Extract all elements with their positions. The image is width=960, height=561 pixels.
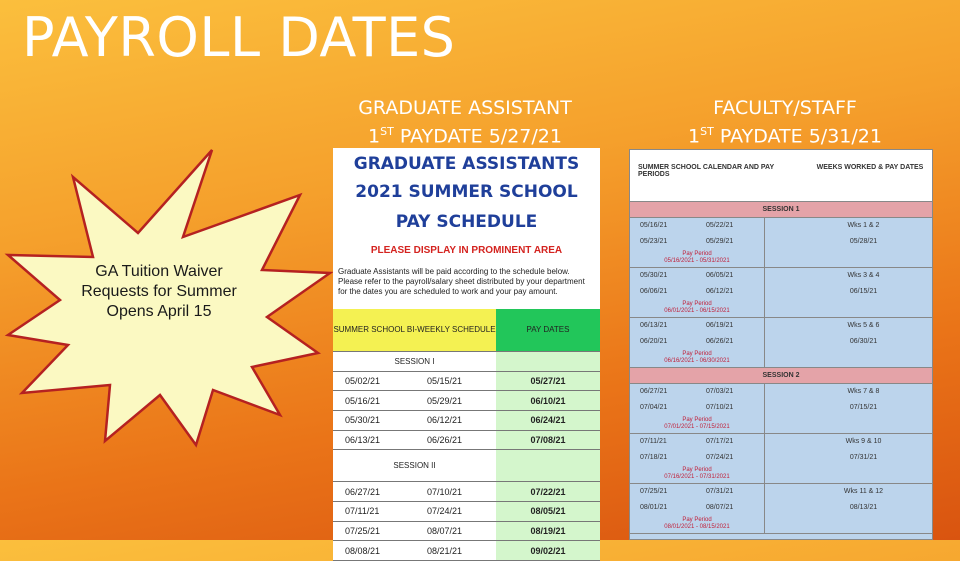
fs-pay-period-text — [630, 300, 764, 317]
fs-week-row — [630, 218, 932, 234]
fs-week-end: 05/22/21 — [706, 222, 734, 229]
ga-schedule-table — [333, 309, 600, 561]
ga-end-date: 08/07/21 — [417, 521, 496, 541]
fs-week-row — [630, 284, 932, 300]
ga-session2-row — [333, 450, 600, 482]
fs-pay-block — [630, 434, 932, 484]
fs-week-row — [630, 484, 932, 500]
fs-week-start: 08/01/21 — [640, 504, 668, 511]
fs-pay-period-text — [630, 350, 764, 367]
fs-pay-period-spacer — [764, 516, 932, 533]
ga-pay-date: 06/10/21 — [496, 391, 600, 411]
fs-week-row — [630, 234, 932, 250]
ga-end-date: 07/10/21 — [417, 482, 496, 502]
ga-start-date: 06/27/21 — [333, 482, 417, 502]
fs-week-end: 07/31/21 — [706, 488, 734, 495]
fs-week-info: Wks 11 & 12 — [764, 484, 932, 500]
ga-schedule-title-1: GRADUATE ASSISTANTS — [353, 154, 580, 174]
fs-week-info: 06/30/21 — [764, 334, 932, 350]
fs-week-info: Wks 7 & 8 — [764, 384, 932, 400]
fs-pay-block — [630, 384, 932, 434]
fs-pay-block — [630, 318, 932, 368]
fs-week-info: Wks 3 & 4 — [764, 268, 932, 284]
ga-table-row — [333, 410, 600, 430]
fs-session2-label: SESSION 2 — [630, 368, 932, 384]
fs-pay-period — [630, 516, 932, 534]
fs-pay-period-label: Pay Period — [682, 467, 712, 473]
fs-pay-period-spacer — [764, 300, 932, 317]
fs-week-start: 07/04/21 — [640, 404, 668, 411]
fs-pay-period-label: Pay Period — [682, 251, 712, 257]
ga-pay-date: 05/27/21 — [496, 371, 600, 391]
ga-session1-label: SESSION I — [333, 351, 496, 371]
ga-pay-date: 08/05/21 — [496, 501, 600, 521]
fs-session1-label: SESSION 1 — [630, 202, 932, 218]
ga-pay-date: 09/02/21 — [496, 541, 600, 561]
fs-week-start: 07/25/21 — [640, 488, 668, 495]
fs-week-start: 06/06/21 — [640, 288, 668, 295]
ga-table-row — [333, 391, 600, 411]
tuition-waiver-note: GA Tuition Waiver Requests for Summer Opens April 15 — [81, 263, 237, 320]
ga-start-date: 05/30/21 — [333, 410, 417, 430]
fs-week-info: Wks 1 & 2 — [764, 218, 932, 234]
ga-col-pay: PAY DATES — [496, 309, 600, 351]
fs-week-start: 06/20/21 — [640, 338, 668, 345]
graduate-assistant-heading — [340, 96, 590, 148]
fs-pay-period-range: 05/16/2021 - 05/31/2021 — [664, 258, 730, 264]
fs-pay-period-text — [630, 250, 764, 267]
fs-week-info: 06/15/21 — [764, 284, 932, 300]
ga-end-date: 05/15/21 — [417, 371, 496, 391]
ga-col-schedule: SUMMER SCHOOL BI-WEEKLY SCHEDULE — [333, 309, 496, 351]
page-title: PAYROLL DATES — [22, 6, 456, 69]
fs-week-end: 07/10/21 — [706, 404, 734, 411]
fs-pay-period-range: 08/01/2021 - 08/15/2021 — [664, 524, 730, 530]
ga-pay-date: 06/24/21 — [496, 410, 600, 430]
faculty-staff-heading — [655, 96, 915, 148]
fs-pay-period-spacer — [764, 250, 932, 267]
fs-week-row — [630, 384, 932, 400]
ga-schedule-title-2: 2021 SUMMER SCHOOL — [355, 182, 578, 202]
fs-pay-period — [630, 250, 932, 268]
ga-table-row — [333, 371, 600, 391]
fs-week-info: 07/15/21 — [764, 400, 932, 416]
ga-table-row — [333, 501, 600, 521]
fs-week-end: 07/17/21 — [706, 438, 734, 445]
fs-pay-period-range: 06/16/2021 - 06/30/2021 — [664, 358, 730, 364]
fs-week-start: 05/30/21 — [640, 272, 668, 279]
fs-header-left: SUMMER SCHOOL CALENDAR AND PAY PERIODS — [638, 164, 774, 178]
ga-heading-line1: GRADUATE ASSISTANT — [358, 97, 572, 119]
fs-pay-period-label: Pay Period — [682, 417, 712, 423]
ga-pay-date: 07/22/21 — [496, 482, 600, 502]
ga-display-note: PLEASE DISPLAY IN PROMINENT AREA — [370, 245, 563, 256]
fs-week-end: 06/05/21 — [706, 272, 734, 279]
fs-heading-line2: 1ST PAYDATE 5/31/21 — [688, 125, 882, 148]
fs-pay-period-range: 07/01/2021 - 07/15/2021 — [664, 424, 730, 430]
fs-week-row — [630, 268, 932, 284]
fs-week-end: 06/26/21 — [706, 338, 734, 345]
fs-week-end: 06/12/21 — [706, 288, 734, 295]
fs-pay-period — [630, 350, 932, 368]
ga-table-header — [333, 309, 600, 351]
fs-pay-period-label: Pay Period — [682, 517, 712, 523]
fs-week-info: 05/28/21 — [764, 234, 932, 250]
ga-end-date: 05/29/21 — [417, 391, 496, 411]
fs-pay-period — [630, 300, 932, 318]
fs-pay-period-text — [630, 466, 764, 483]
ga-pay-date: 07/08/21 — [496, 430, 600, 450]
fs-week-info: 08/13/21 — [764, 500, 932, 516]
ga-pay-date: 08/19/21 — [496, 521, 600, 541]
ga-end-date: 08/21/21 — [417, 541, 496, 561]
ga-start-date: 05/16/21 — [333, 391, 417, 411]
ga-end-date: 07/24/21 — [417, 501, 496, 521]
fs-week-info: 07/31/21 — [764, 450, 932, 466]
fs-week-start: 06/13/21 — [640, 322, 668, 329]
fs-week-row — [630, 500, 932, 516]
fs-week-info: Wks 9 & 10 — [764, 434, 932, 450]
fs-pay-period-text — [630, 516, 764, 533]
fs-week-end: 05/29/21 — [706, 238, 734, 245]
fs-pay-period-spacer — [764, 350, 932, 367]
fs-week-start: 07/11/21 — [640, 438, 667, 445]
ga-session2-label: SESSION II — [333, 450, 496, 482]
fs-pay-block — [630, 268, 932, 318]
fs-pay-period-spacer — [764, 466, 932, 483]
fs-pay-period-label: Pay Period — [682, 351, 712, 357]
fs-week-start: 05/23/21 — [640, 238, 668, 245]
fs-pay-period-spacer — [764, 416, 932, 433]
ga-schedule-title-3: PAY SCHEDULE — [395, 212, 538, 232]
ga-table-row — [333, 430, 600, 450]
ga-session1-row — [333, 351, 600, 371]
fs-pay-period — [630, 466, 932, 484]
fs-heading-line1: FACULTY/STAFF — [713, 97, 857, 119]
ga-heading-line2: 1ST PAYDATE 5/27/21 — [368, 125, 562, 148]
fs-pay-period-range: 06/01/2021 - 06/15/2021 — [664, 308, 730, 314]
fs-pay-period-text — [630, 416, 764, 433]
fs-week-row — [630, 400, 932, 416]
fs-week-start: 06/27/21 — [640, 388, 668, 395]
fs-pay-block — [630, 218, 932, 268]
fs-pay-period — [630, 416, 932, 434]
ga-end-date: 06/12/21 — [417, 410, 496, 430]
ga-schedule-note: Graduate Assistants will be paid according to the schedule below. Please refer to the payroll/salary sheet distributed by your department for the dates you are scheduled to work and your pay amount. — [338, 267, 585, 296]
fs-pay-block — [630, 484, 932, 534]
fs-week-end: 07/24/21 — [706, 454, 734, 461]
ga-table-row — [333, 482, 600, 502]
fs-week-row — [630, 434, 932, 450]
fs-week-info: Wks 5 & 6 — [764, 318, 932, 334]
ga-table-row — [333, 541, 600, 561]
fs-week-row — [630, 318, 932, 334]
fs-week-end: 08/07/21 — [706, 504, 734, 511]
ga-pay-schedule — [333, 148, 600, 556]
fs-week-end: 07/03/21 — [706, 388, 734, 395]
fs-week-end: 06/19/21 — [706, 322, 734, 329]
ga-start-date: 07/11/21 — [333, 501, 417, 521]
fs-header-right: WEEKS WORKED & PAY DATES — [816, 164, 924, 171]
ga-start-date: 06/13/21 — [333, 430, 417, 450]
fs-week-start: 05/16/21 — [640, 222, 668, 229]
fs-week-row — [630, 334, 932, 350]
fs-calendar-header — [630, 150, 932, 202]
ga-start-date: 07/25/21 — [333, 521, 417, 541]
ga-start-date: 05/02/21 — [333, 371, 417, 391]
fs-pay-period-label: Pay Period — [682, 301, 712, 307]
fs-pay-calendar — [629, 149, 933, 540]
ga-start-date: 08/08/21 — [333, 541, 417, 561]
fs-week-start: 07/18/21 — [640, 454, 668, 461]
fs-pay-period-range: 07/16/2021 - 07/31/2021 — [664, 474, 730, 480]
ga-end-date: 06/26/21 — [417, 430, 496, 450]
fs-week-row — [630, 450, 932, 466]
ga-table-row — [333, 521, 600, 541]
